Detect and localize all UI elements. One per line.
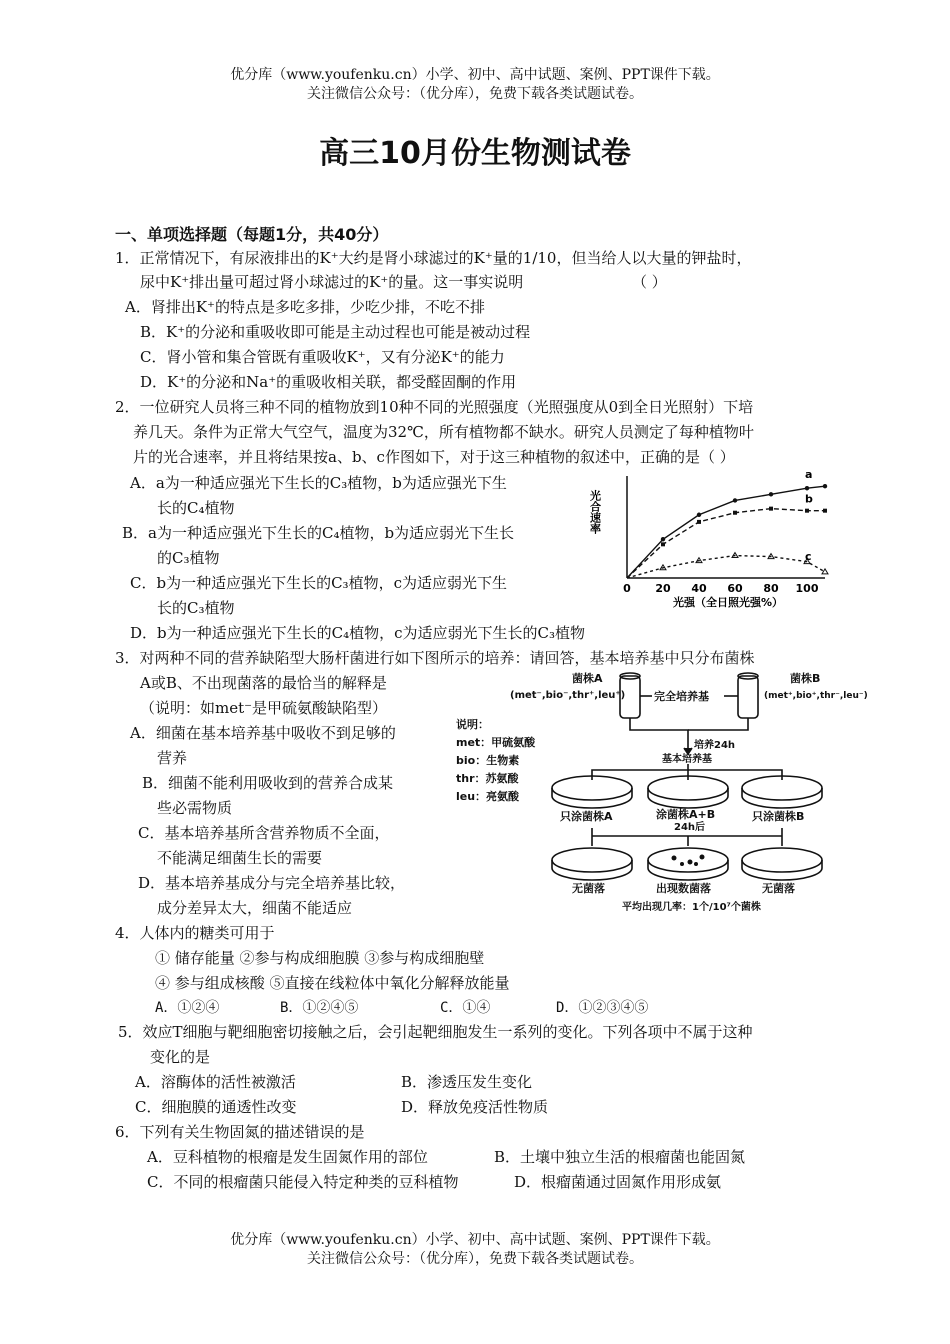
chart-point-a-1 — [661, 537, 665, 541]
header-line-1: 优分库（www.youfenku.cn）小学、初中、高中试题、案例、PPT课件下载。 — [230, 67, 720, 83]
q2-option-c-2: 长的C₃植物 — [157, 599, 235, 617]
plate-b-label: 只涂菌株B — [752, 810, 805, 823]
q5-option-b: B．渗透压发生变化 — [401, 1073, 533, 1091]
q5-stem-1: 5．效应T细胞与靶细胞密切接触之后，会引起靶细胞发生一系列的变化。下列各项中不属于这种 — [118, 1023, 753, 1041]
q3-option-c-2: 不能满足细菌生长的需要 — [157, 849, 323, 867]
chart-series-b-label: b — [805, 492, 813, 506]
q2-stem-3: 片的光合速率，并且将结果按a、b、c作图如下，对于这三种植物的叙述中，正确的是（ ） — [133, 448, 735, 466]
plate-a-label: 只涂菌株A — [560, 810, 613, 823]
q4-option-a: A．①②④ — [155, 1000, 220, 1016]
result-ab-label: 出现数菌落 — [656, 882, 711, 895]
plate-ab-result-icon — [648, 848, 728, 872]
q2-stem-2: 养几天。条件为正常大气空气，温度为32℃，所有植物都不缺水。研究人员测定了每种植物叶 — [133, 423, 754, 441]
q6-option-d: D．根瘤菌通过固氮作用形成氨 — [514, 1173, 722, 1191]
q1-option-b: B．K⁺的分泌和重吸收即可能是主动过程也可能是被动过程 — [140, 323, 531, 341]
q2-option-a-2: 长的C₄植物 — [157, 499, 235, 517]
chart-point-a-2 — [697, 513, 701, 517]
q5-option-c: C．细胞膜的通透性改变 — [135, 1098, 297, 1116]
q5-option-d: D．释放免疫活性物质 — [401, 1098, 549, 1116]
plate-ab-label: 涂菌株A+B — [656, 808, 716, 821]
result-a-label: 无菌落 — [572, 882, 605, 895]
chart-point-b-3 — [733, 511, 737, 515]
chart-series-c-line — [627, 556, 825, 578]
chart-x-tick-20: 20 — [655, 582, 671, 595]
chart-series-b-line — [627, 509, 825, 578]
chart-point-a-3 — [733, 498, 737, 502]
chart-series-a-label: a — [805, 468, 813, 482]
chart-xlabel: 光强（全日照光强%） — [673, 596, 784, 609]
q5-option-a: A．溶酶体的活性被激活 — [135, 1073, 296, 1091]
footer-line-1: 优分库（www.youfenku.cn）小学、初中、高中试题、案例、PPT课件下载。 — [230, 1232, 720, 1248]
tube-b-icon — [738, 676, 758, 718]
complete-medium-label: 完全培养基 — [654, 690, 709, 703]
q2-option-b-1: B．a为一种适应强光下生长的C₄植物，b为适应弱光下生长 — [122, 524, 515, 542]
q6-option-c: C．不同的根瘤菌只能侵入特定种类的豆科植物 — [147, 1173, 459, 1191]
legend-met: met：甲硫氨酸 — [456, 736, 536, 749]
chart-series-c-label: c — [805, 549, 812, 563]
plate-b-result-icon — [742, 848, 822, 872]
page-title: 高三10月份生物测试卷 — [319, 136, 631, 171]
chart-x-tick-40: 40 — [691, 582, 707, 595]
q4-items-2: ④ 参与组成核酸 ⑤直接在线粒体中氧化分解释放能量 — [155, 974, 510, 992]
basic-medium-label: 基本培养基 — [662, 754, 712, 765]
q4-items-1: ① 储存能量 ②参与构成细胞膜 ③参与构成细胞壁 — [155, 949, 485, 967]
chart-ylabel: 光合速率 — [588, 490, 602, 534]
footer-line-2: 关注微信公众号：（优分库），免费下载各类试题试卷。 — [307, 1251, 643, 1267]
q4-option-d: D．①②③④⑤ — [556, 1000, 649, 1016]
q2-option-b-2: 的C₃植物 — [157, 549, 220, 567]
chart-point-c-6 — [822, 569, 828, 574]
q3-option-d-1: D．基本培养基成分与完全培养基比较， — [138, 874, 406, 892]
q1-stem-1: 1．正常情况下，有尿液排出的K⁺大约是肾小球滤过的K⁺量的1/10，但当给人以大量的钾盐时， — [115, 249, 752, 267]
q1-option-a: A．肾排出K⁺的特点是多吃多排，少吃少排，不吃不排 — [125, 298, 485, 316]
after-24h-label: 24h后 — [674, 822, 706, 833]
q2-option-d: D．b为一种适应强光下生长的C₄植物，c为适应弱光下生长的C₃植物 — [130, 624, 586, 642]
q3-option-c-1: C．基本培养基所含营养物质不全面， — [138, 824, 390, 842]
q3-stem-2: A或B、不出现菌落的最恰当的解释是 — [140, 674, 387, 692]
chart-point-a-5 — [805, 486, 809, 490]
q4-option-c: C．①④ — [440, 1000, 491, 1016]
section-heading: 一、单项选择题（每题1分，共40分） — [115, 225, 389, 244]
q5-stem-2: 变化的是 — [150, 1048, 211, 1066]
chart-x-tick-100: 100 — [795, 582, 819, 595]
chart-point-b-2 — [697, 520, 701, 524]
q6-option-a: A．豆科植物的根瘤是发生固氮作用的部位 — [147, 1148, 428, 1166]
legend-thr: thr：苏氨酸 — [456, 772, 519, 785]
strain-b-genotype: (met⁺,bio⁺,thr⁻,leu⁻) — [764, 691, 868, 701]
q2-stem-1: 2．一位研究人员将三种不同的植物放到10种不同的光照强度（光照强度从0到全日光照射）下培 — [115, 398, 754, 416]
culture-24h-label: 培养24h — [694, 740, 736, 751]
q3-option-b-1: B．细菌不能利用吸收到的营养合成某 — [142, 774, 394, 792]
q3-option-d-2: 成分差异太大，细菌不能适应 — [157, 899, 353, 917]
header-line-2: 关注微信公众号：（优分库），免费下载各类试题试卷。 — [307, 86, 643, 102]
q6-stem: 6．下列有关生物固氮的描述错误的是 — [115, 1123, 365, 1141]
q3-stem-3: （说明：如met⁻是甲硫氨酸缺陷型） — [140, 699, 388, 717]
q1-stem-2: 尿中K⁺排出量可超过肾小球滤过的K⁺的量。这一事实说明 — [140, 273, 524, 291]
q4-stem: 4．人体内的糖类可用于 — [115, 924, 275, 942]
chart-series-a-line — [627, 486, 825, 578]
q3-stem-1: 3．对两种不同的营养缺陷型大肠杆菌进行如下图所示的培养：请回答，基本培养基中只分布菌株 — [115, 649, 755, 667]
chart-point-b-6 — [823, 509, 827, 513]
q3-option-b-2: 些必需物质 — [157, 799, 233, 817]
chart-point-b-5 — [805, 509, 809, 513]
chart-x-tick-0: 0 — [623, 582, 631, 595]
chart-point-b-1 — [661, 542, 665, 546]
legend-title: 说明： — [456, 718, 489, 731]
strain-b-label: 菌株B — [790, 672, 821, 685]
photosynthesis-chart — [585, 470, 835, 610]
q6-option-b: B．土壤中独立生活的根瘤菌也能固氮 — [494, 1148, 746, 1166]
plate-a-result-icon — [552, 848, 632, 872]
q1-answer-paren: （ ） — [632, 273, 667, 291]
chart-point-a-6 — [823, 484, 827, 488]
q2-option-c-1: C．b为一种适应强光下生长的C₃植物，c为适应弱光下生 — [130, 574, 507, 592]
rate-label: 平均出现几率：1个/10⁷个菌株 — [622, 902, 761, 913]
bacteria-culture-diagram — [452, 668, 868, 920]
chart-x-tick-80: 80 — [763, 582, 779, 595]
q1-option-c: C．肾小管和集合管既有重吸收K⁺，又有分泌K⁺的能力 — [140, 348, 505, 366]
chart-x-tick-60: 60 — [727, 582, 743, 595]
q1-option-d: D．K⁺的分泌和Na⁺的重吸收相关联，都受醛固酮的作用 — [140, 373, 517, 391]
q4-option-b: B．①②④⑤ — [280, 1000, 359, 1016]
q3-option-a-2: 营养 — [157, 749, 188, 767]
strain-a-label: 菌株A — [572, 672, 603, 685]
result-b-label: 无菌落 — [762, 882, 795, 895]
strain-a-genotype: (met⁻,bio⁻,thr⁺,leu⁺) — [510, 690, 626, 701]
q2-option-a-1: A．a为一种适应强光下生长的C₃植物，b为适应强光下生 — [130, 474, 507, 492]
legend-leu: leu：亮氨酸 — [456, 790, 520, 803]
chart-point-b-4 — [769, 507, 773, 511]
chart-point-a-4 — [769, 492, 773, 496]
legend-bio: bio：生物素 — [456, 754, 520, 767]
q3-option-a-1: A．细菌在基本培养基中吸收不到足够的 — [130, 724, 396, 742]
